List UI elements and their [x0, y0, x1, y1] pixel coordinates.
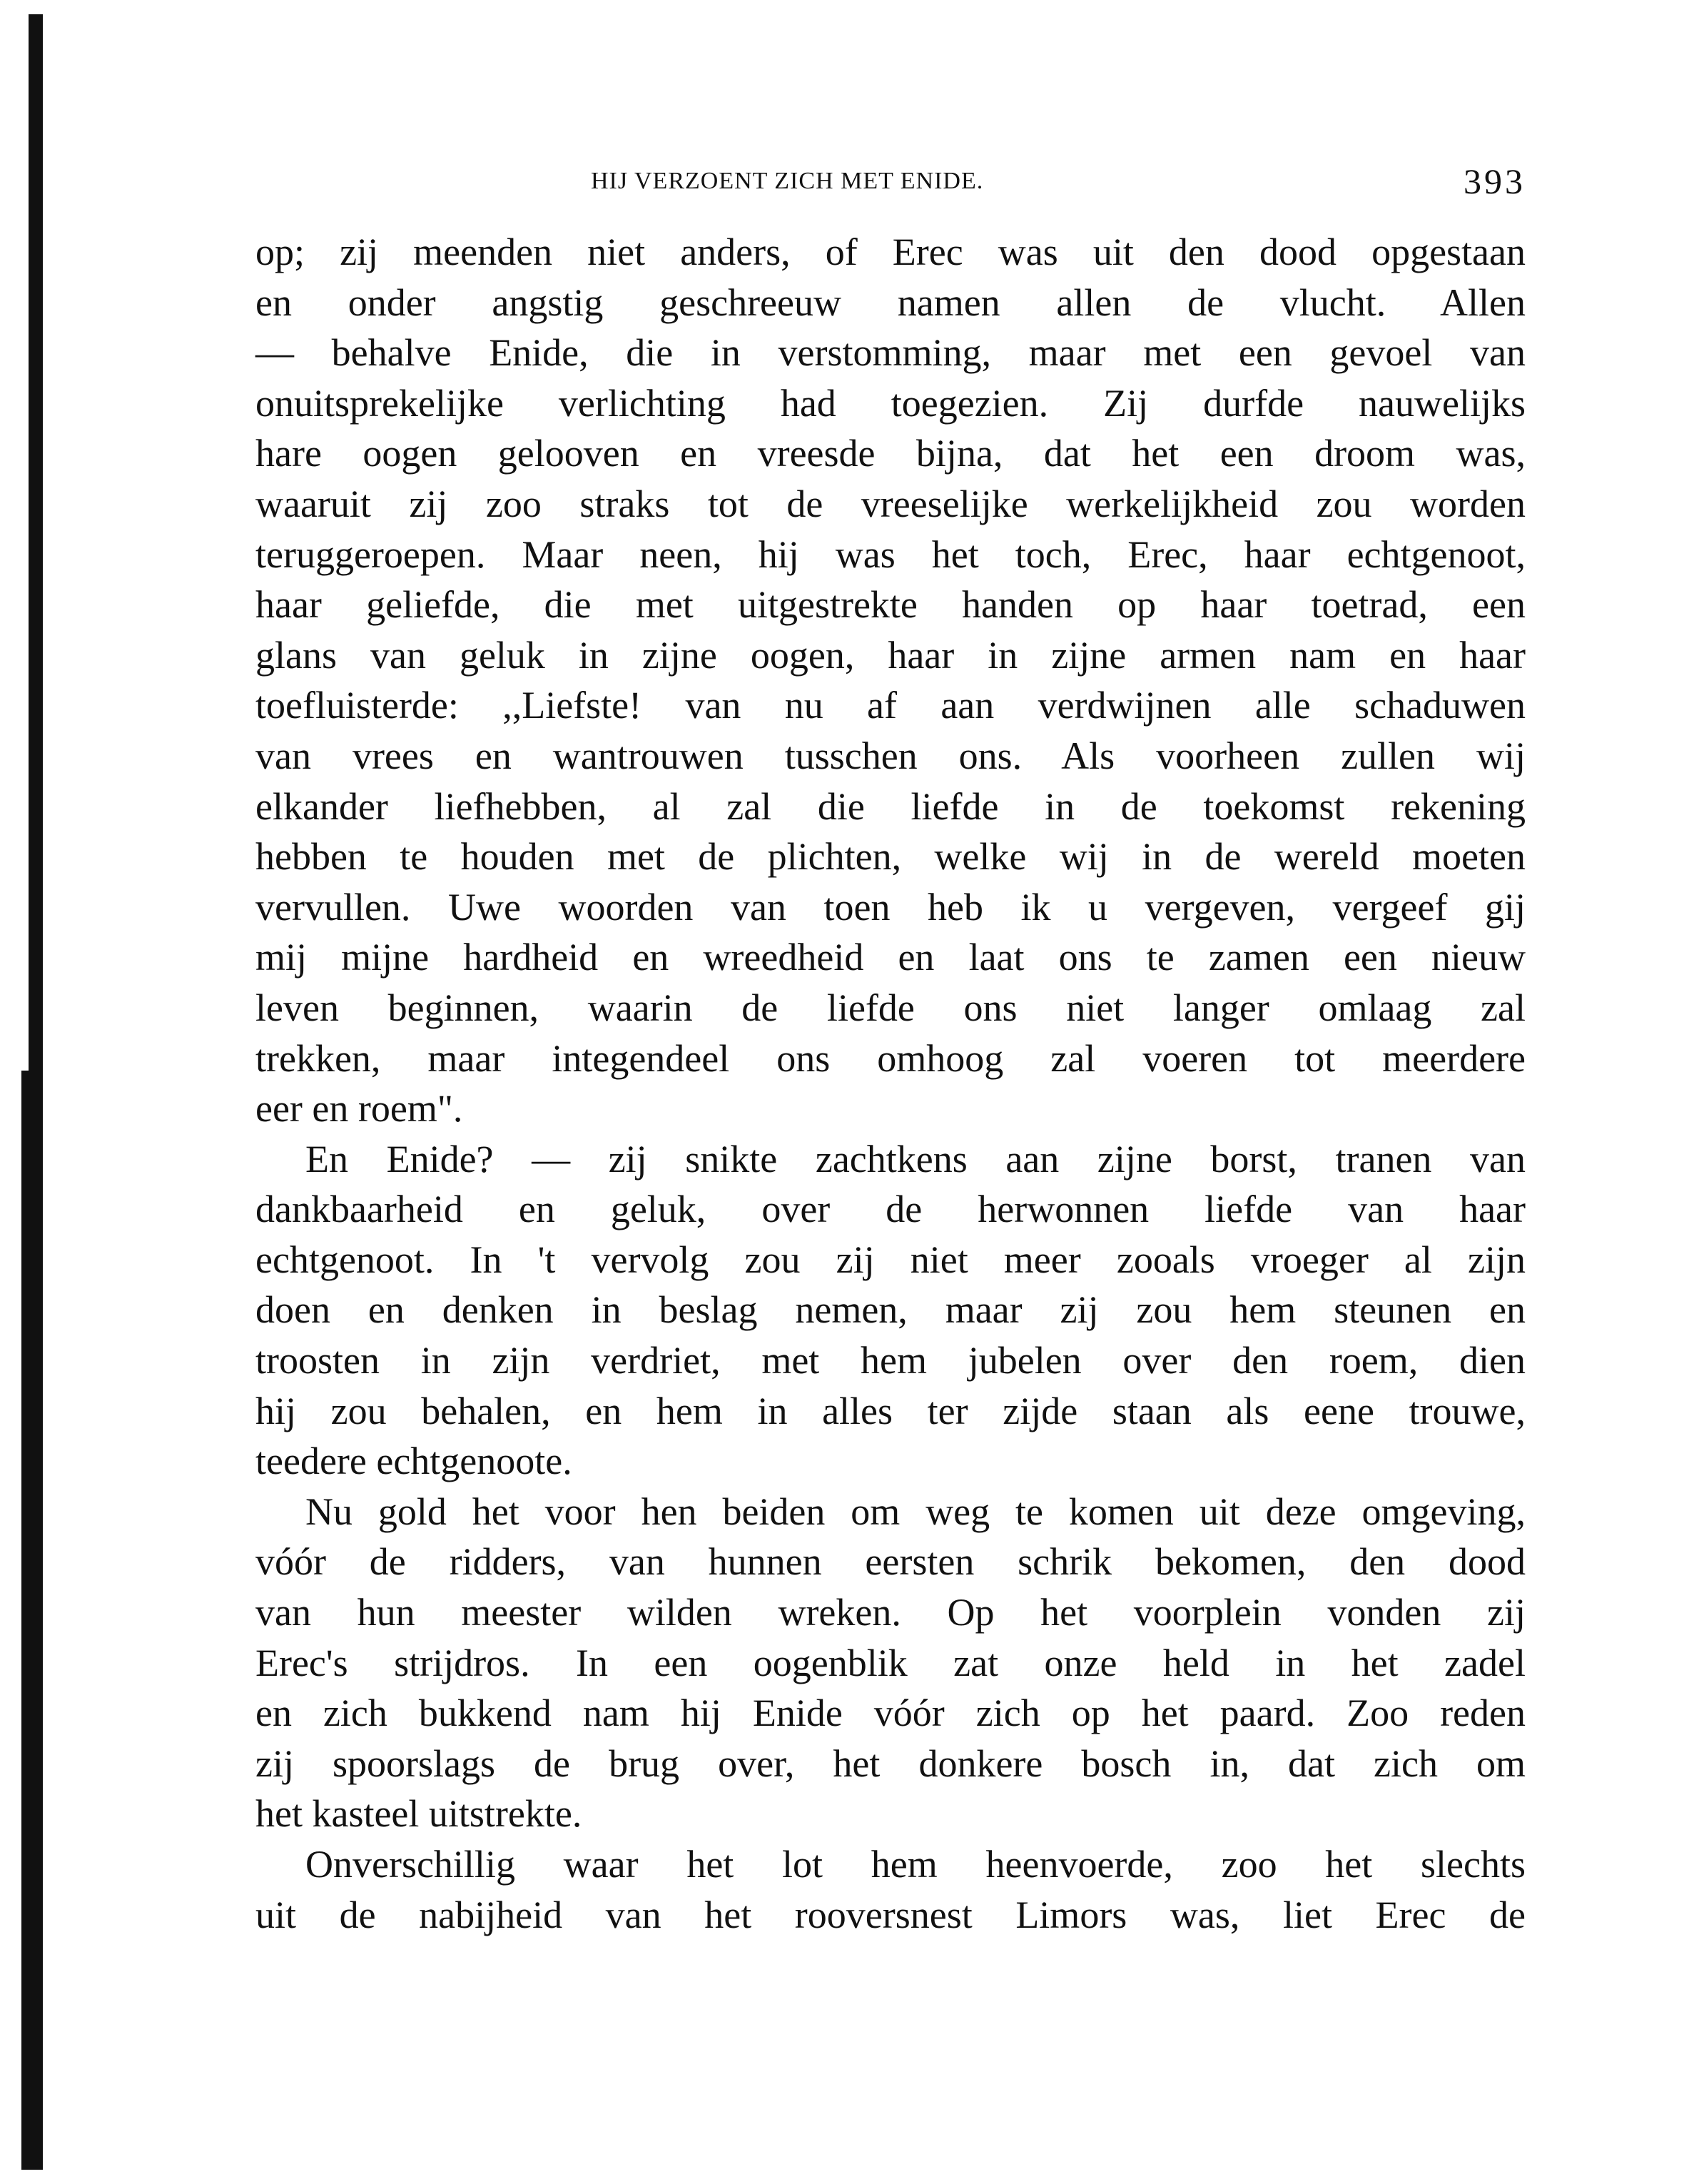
text-line: van vrees en wantrouwen tusschen ons. Als voorheen zullen wij	[255, 734, 1526, 777]
page-header	[255, 161, 1526, 203]
text-line: haar geliefde, die met uitgestrekte handen op haar toetrad, een	[255, 583, 1526, 627]
text-line: doen en denken in beslag nemen, maar zij zou hem steunen en	[255, 1288, 1526, 1332]
text-line: teruggeroepen. Maar neen, hij was het toch, Erec, haar echtgenoot,	[255, 532, 1526, 576]
text-line: uit de nabijheid van het rooversnest Limors was, liet Erec de	[255, 1893, 1526, 1936]
text-line: vóór de ridders, van hunnen eersten schrik bekomen, den dood	[255, 1540, 1526, 1584]
text-line: mij mijne hardheid en wreedheid en laat ons te zamen een nieuw	[255, 936, 1526, 979]
text-line: En Enide? — zij snikte zachtkens aan zijne borst, tranen van	[305, 1137, 1526, 1181]
text-line: troosten in zijn verdriet, met hem jubelen over den roem, dien	[255, 1339, 1526, 1382]
text-line: hare oogen gelooven en vreesde bijna, dat het een droom was,	[255, 432, 1526, 475]
text-line: op; zij meenden niet anders, of Erec was uit den dood opgestaan	[255, 231, 1526, 273]
text-line: en onder angstig geschreeuw namen allen de vlucht. Allen	[255, 280, 1526, 324]
text-line: Nu gold het voor hen beiden om weg te komen uit deze omgeving,	[305, 1490, 1526, 1533]
text-line: hebben te houden met de plichten, welke wij in de wereld moeten	[255, 835, 1526, 879]
text-line: eer en roem".	[255, 1087, 463, 1131]
text-line: van hun meester wilden wreken. Op het voorplein vonden zij	[255, 1591, 1526, 1634]
text-line: leven beginnen, waarin de liefde ons niet langer omlaag zal	[255, 986, 1526, 1029]
text-line: zij spoorslags de brug over, het donkere bosch in, dat zich om	[255, 1741, 1526, 1785]
text-line: waaruit zij zoo straks tot de vreeselijke werkelijkheid zou worden	[255, 482, 1526, 525]
text-line: vervullen. Uwe woorden van toen heb ik u vergeven, vergeef gij	[255, 885, 1526, 929]
text-line: glans van geluk in zijne oogen, haar in zijne armen nam en haar	[255, 633, 1526, 677]
text-line: en zich bukkend nam hij Enide vóór zich op het paard. Zoo reden	[255, 1692, 1526, 1735]
book-spine-shadow-lower	[21, 1071, 43, 2170]
text-line: Onverschillig waar het lot hem heenvoerde, zoo het slechts	[305, 1843, 1526, 1886]
text-line: het kasteel uitstrekte.	[255, 1792, 582, 1836]
text-line: dankbaarheid en geluk, over de herwonnen liefde van haar	[255, 1188, 1526, 1231]
text-line: onuitsprekelijke verlichting had toegezien. Zij durfde nauwelijks	[255, 381, 1526, 425]
text-line: trekken, maar integendeel ons omhoog zal voeren tot meerdere	[255, 1036, 1526, 1080]
text-line: elkander liefhebben, al zal die liefde in de toekomst rekening	[255, 784, 1526, 828]
running-title: HIJ VERZOENT ZICH MET ENIDE.	[591, 168, 984, 194]
text-line: toefluisterde: ,,Liefste! van nu af aan verdwijnen alle schaduwen	[255, 684, 1526, 727]
text-line: echtgenoot. In 't vervolg zou zij niet meer zooals vroeger al zijn	[255, 1238, 1526, 1281]
body-text	[255, 227, 1526, 1940]
text-line: Erec's strijdros. In een oogenblik zat onze held in het zadel	[255, 1641, 1526, 1684]
text-line: teedere echtgenoote.	[255, 1440, 572, 1483]
text-line: — behalve Enide, die in verstomming, maar met een gevoel van	[255, 331, 1526, 375]
page-number: 393	[1464, 161, 1526, 201]
text-line: hij zou behalen, en hem in alles ter zijde staan als eene trouwe,	[255, 1389, 1526, 1432]
